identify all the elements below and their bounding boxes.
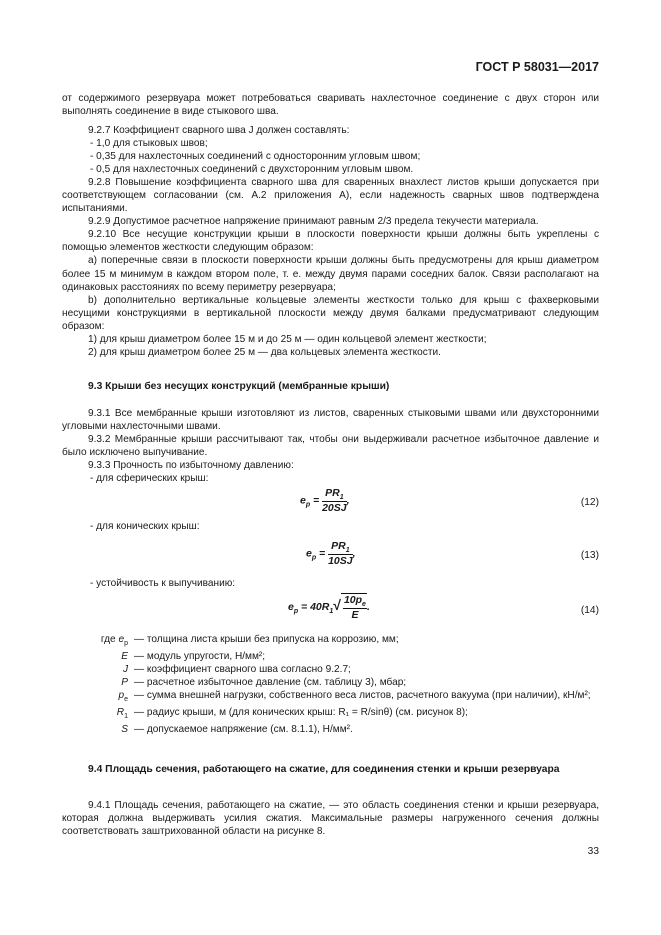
legend-description: — толщина листа крыши без припуска на коррозию, мм;	[134, 634, 399, 645]
formula-symbol: e	[288, 600, 294, 613]
legend-description: — модуль упругости, Н/мм²;	[134, 651, 266, 663]
fraction	[343, 594, 367, 621]
list-item: - 0,35 для нахлесточных соединений с односторонним угловым швом;	[90, 151, 421, 163]
document-header: ГОСТ Р 58031—2017	[475, 60, 599, 74]
fraction-denominator: E	[351, 609, 359, 622]
numerator-subscript: 1	[345, 547, 350, 555]
fraction-denominator: 20SJ	[322, 502, 347, 515]
legend-where: где	[100, 634, 116, 645]
formula-number: (12)	[580, 497, 599, 508]
formula-symbol: e	[300, 494, 306, 507]
heading-9-4: 9.4 Площадь сечения, работающего на сжатие, для соединения стенки и крыши резервуара	[88, 764, 560, 775]
list-item: - для конических крыш:	[90, 521, 200, 532]
legend-symbol	[62, 663, 134, 676]
symbol-subscript: e	[124, 696, 128, 704]
formula-13	[306, 540, 356, 567]
list-item: - 1,0 для стыковых швов;	[90, 138, 208, 150]
legend-symbol	[62, 723, 134, 736]
paragraph-931: 9.3.1 Все мембранные крыши изготовляют из листов, сваренных стыковыми швами или двухсторонними угловыми нахлесточными швами.	[62, 408, 599, 433]
section-941	[62, 799, 599, 838]
section-93	[62, 407, 599, 485]
page-number: 33	[587, 846, 599, 857]
paragraph-a: а) поперечные связи в плоскости поверхности крыши должны быть предусмотрены для крыш диаметром более 15 м минимум в каждом втором поле, т. е. между двумя парами соседних балок. Связи располагают на одинаковых расстояниях по всему периметру резервуара;	[62, 255, 599, 293]
legend-symbol	[62, 676, 134, 689]
symbol-letter: R	[116, 707, 125, 719]
legend-description: — допускаемое напряжение (см. 8.1.1), Н/мм².	[134, 724, 353, 736]
paragraph-941: 9.4.1 Площадь сечения, работающего на сжатие, — это область соединения стенки и крыши резервуара, которая должна выдерживать усилия сжатия. Максимальные размеры нагруженного сечения должны соответствовать заштрихованной области на рисунке 8.	[62, 800, 599, 838]
symbol-letter: S	[121, 724, 128, 736]
formula-operator: = 40R	[298, 600, 330, 613]
symbol-letter: p	[118, 690, 125, 702]
formula-punctuation: .	[366, 600, 370, 613]
fraction-numerator	[328, 540, 353, 555]
legend-symbol	[62, 689, 134, 706]
section-conical	[62, 520, 599, 533]
list-item: - для сферических крыш:	[90, 473, 209, 485]
legend-description: — коэффициент сварного шва согласно 9.2.7;	[134, 664, 351, 676]
paragraph-927: 9.2.7 Коэффициент сварного шва J должен составлять:	[88, 125, 350, 136]
list-item: - 0,5 для нахлесточных соединений с двухсторонним угловым швом.	[90, 164, 414, 176]
legend-row	[62, 663, 602, 676]
sqrt-sign: √	[333, 596, 341, 613]
sqrt-radicand	[341, 593, 367, 621]
paragraph-932: 9.3.2 Мембранные крыши рассчитывают так, чтобы они выдерживали расчетное избыточное давление и было исключено выпучивание.	[62, 434, 599, 459]
fraction	[322, 487, 347, 514]
legend-description: — радиус крыши, м (для конических крыш: R₁ = R/sinθ) (см. рисунок 8);	[134, 707, 468, 719]
paragraph-933: 9.3.3 Прочность по избыточному давлению:	[88, 460, 294, 472]
symbol-letter: J	[122, 664, 128, 676]
section-buckling	[62, 577, 599, 590]
formula-12	[300, 487, 350, 514]
legend-row	[62, 689, 602, 706]
numerator-text: 10p	[343, 594, 363, 606]
paragraph-928: 9.2.8 Повышение коэффициента сварного шва для сваренных внахлест листов крыши допускается при соответствующем согласовании (см. А.2 приложения А), если надежность сварных швов подтверждена испытаниями.	[62, 177, 599, 215]
paragraph-continuation: от содержимого резервуара может потребоваться сваривать нахлесточное соединение с двух сторон или выполнять соединение в виде стыкового шва.	[62, 93, 599, 118]
symbol-legend	[62, 633, 602, 736]
legend-description: — расчетное избыточное давление (см. таблицу 3), мбар;	[134, 677, 407, 689]
paragraph-9210: 9.2.10 Все несущие конструкции крыши в плоскости поверхности крыши должны быть укреплены с помощью элементов жесткости следующим образом:	[62, 229, 599, 254]
legend-row	[62, 723, 602, 736]
symbol-letter: E	[121, 651, 128, 663]
formula-operator: =	[316, 547, 329, 560]
formula-14	[288, 593, 370, 621]
formula-subscript: p	[305, 501, 311, 509]
symbol-letter: P	[121, 677, 128, 689]
section-927	[62, 124, 599, 359]
formula-punctuation: ,	[352, 547, 356, 560]
paragraph-929: 9.2.9 Допустимое расчетное напряжение принимают равным 2/3 предела текучести материала.	[88, 216, 539, 228]
legend-row	[62, 706, 602, 723]
list-item: - устойчивость к выпучиванию:	[90, 578, 236, 589]
legend-description: — сумма внешней нагрузки, собственного веса листов, расчетного вакуума (при наличии), кН/м²;	[134, 690, 591, 702]
symbol-subscript: 1	[124, 713, 128, 721]
formula-symbol: e	[306, 547, 312, 560]
formula-punctuation: ,	[346, 494, 350, 507]
paragraph-b: b) дополнительно вертикальные кольцевые элементы жесткости только для крыш с фахверковыми несущими конструкциями в вертикальной плоскости между двумя балками предусматривают следующим образом:	[62, 294, 599, 332]
fraction-numerator	[343, 594, 367, 609]
fraction-numerator	[322, 487, 347, 502]
legend-symbol	[62, 650, 134, 663]
symbol-letter: e	[118, 634, 125, 645]
formula-subscript: p	[311, 554, 317, 562]
legend-row	[62, 676, 602, 689]
legend-symbol	[62, 706, 134, 723]
fraction	[328, 540, 353, 567]
numerator-subscript: 1	[339, 494, 344, 502]
formula-operator: =	[310, 494, 323, 507]
formula-subscript: 1	[329, 607, 334, 615]
formula-subscript: p	[293, 607, 299, 615]
legend-symbol	[62, 633, 134, 650]
paragraph-b1: 1) для крыш диаметром более 15 м и до 25 м — один кольцевой элемент жесткости;	[88, 333, 487, 345]
legend-row	[62, 650, 602, 663]
paragraph-b2: 2) для крыш диаметром более 25 м — два кольцевых элемента жесткости.	[88, 346, 441, 358]
heading-9-3: 9.3 Крыши без несущих конструкций (мембранные крыши)	[88, 381, 390, 392]
formula-number: (13)	[580, 550, 599, 561]
formula-number: (14)	[580, 605, 599, 616]
legend-row	[62, 633, 602, 650]
fraction-denominator: 10SJ	[328, 555, 353, 568]
symbol-subscript: p	[124, 640, 128, 648]
numerator-subscript: e	[362, 601, 366, 609]
numerator-text: PR	[325, 487, 340, 499]
numerator-text: PR	[331, 540, 346, 552]
